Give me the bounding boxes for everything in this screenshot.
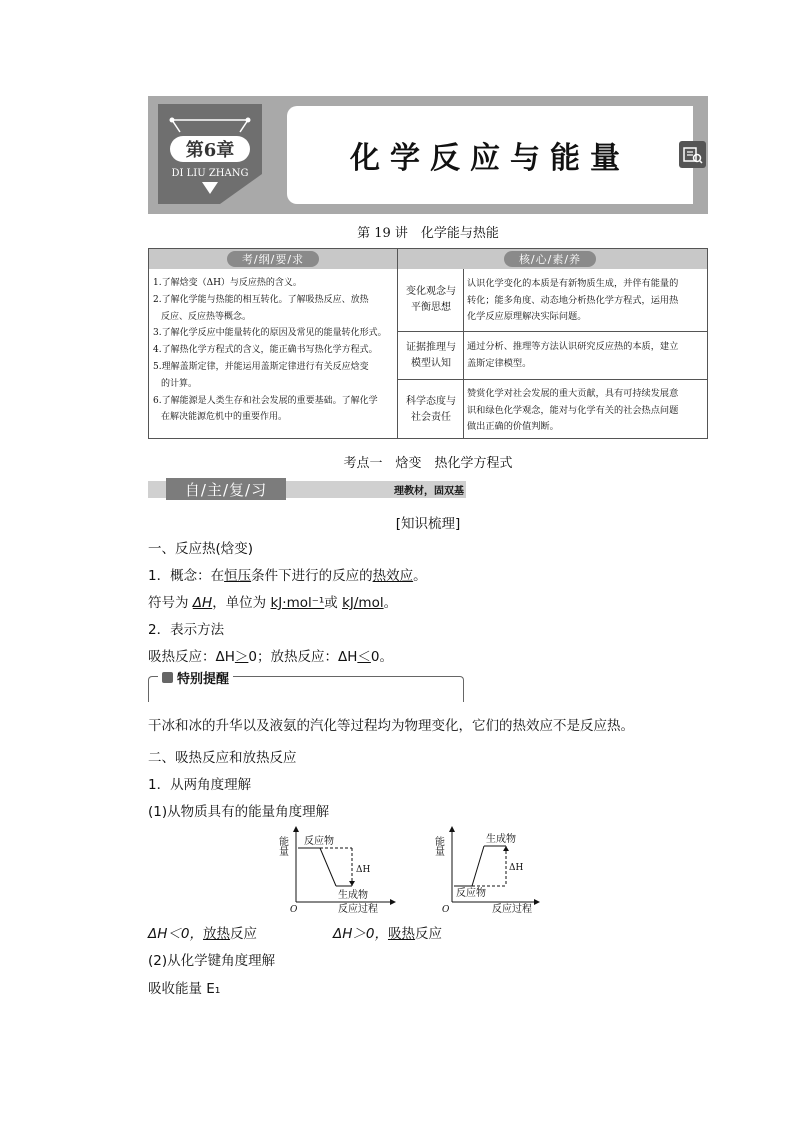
description-line: 通过分析、推理等方法认识研究反应热的本质，建立	[467, 341, 679, 352]
description-line: 盖斯定律模型。	[467, 357, 532, 369]
section-1-heading: 一、反应热(焓变)	[148, 541, 254, 557]
description-line: 化学反应原理解决实际问题。	[467, 311, 587, 322]
literacy-description	[467, 339, 705, 372]
concept-line: 1．概念：在恒压条件下进行的反应的热效应。	[148, 568, 427, 584]
category-line: 科学态度与	[406, 396, 456, 407]
list-item: 4.了解热化学方程式的含义，能正确书写热化学方程式。	[153, 345, 378, 356]
origin-label: O	[290, 905, 298, 915]
literacy-description	[467, 276, 705, 326]
literacy-category	[399, 394, 463, 426]
literacy-category	[399, 284, 463, 316]
badge-main-text: 第6章	[185, 140, 235, 161]
y-axis-label: 能量	[276, 836, 288, 856]
endothermic-diagram	[432, 824, 542, 916]
book-search-icon	[679, 141, 706, 168]
tip-title: 特别提醒	[177, 672, 230, 687]
symbol-line: 符号为 ΔH，单位为 kJ·mol⁻¹或 kJ/mol。	[148, 595, 398, 611]
description-line: 做出正确的价值判断。	[467, 421, 559, 432]
row-divider-1	[397, 331, 707, 332]
delta-label: ΔH	[356, 865, 371, 875]
list-item: 3.了解化学反应中能量转化的原因及常见的能量转化形式。	[153, 328, 387, 339]
angle-1-heading: (1)从物质具有的能量角度理解	[148, 804, 330, 820]
row-divider-2	[397, 379, 707, 380]
description-line: 赞赏化学对社会发展的重大贡献，具有可持续发展意	[467, 388, 679, 399]
product-label: 生成物	[486, 834, 516, 845]
reactant-label: 反应物	[304, 836, 334, 847]
divider-main	[397, 249, 398, 438]
list-item: 反应、反应热等概念。	[161, 311, 252, 322]
list-item: 5.理解盖斯定律，并能运用盖斯定律进行有关反应焓变	[153, 361, 369, 372]
description-line: 认识化学变化的本质是有新物质生成，并伴有能量的	[467, 278, 679, 289]
lecture-title: 第 19 讲 化学能与热能	[357, 226, 499, 241]
list-item: 的计算。	[161, 378, 198, 389]
method-heading: 2．表示方法	[148, 622, 225, 638]
y-axis-label: 能量	[432, 836, 444, 856]
tip-label	[158, 668, 233, 687]
self-review-label: 自/主/复/习	[166, 478, 286, 500]
reactant-label: 反应物	[456, 888, 486, 899]
list-item: 在解决能源危机中的重要作用。	[161, 412, 288, 423]
kaodian-title: 考点一 焓变 热化学方程式	[343, 456, 513, 471]
angle-2-heading: (2)从化学键角度理解	[148, 953, 276, 969]
exothermic-diagram	[276, 824, 400, 916]
description-line: 转化；能多角度、动态地分析热化学方程式，运用热	[467, 294, 679, 306]
angles-heading: 1．从两角度理解	[148, 777, 252, 793]
category-line: 模型认知	[411, 358, 451, 369]
section-2-heading: 二、吸热反应和放热反应	[148, 750, 297, 766]
self-review-tagline: 理教材，固双基	[394, 486, 464, 497]
left-header: 考/纲/要/求	[227, 251, 319, 267]
signs-line: 吸热反应：ΔH＞0；放热反应：ΔH＜0。	[148, 649, 393, 665]
category-line: 证据推理与	[406, 342, 456, 353]
literacy-description	[467, 386, 705, 436]
x-axis-label: 反应过程	[338, 904, 378, 915]
delta-label: ΔH	[509, 863, 524, 873]
knowledge-heading: [知识梳理]	[395, 516, 461, 532]
list-item: 2.了解化学能与热能的相互转化。了解吸热反应、放热	[153, 294, 369, 305]
tip-icon	[162, 672, 173, 683]
right-header: 核/心/素/养	[504, 251, 596, 267]
origin-label: O	[442, 905, 450, 915]
list-item: 6.了解能源是人类生存和社会发展的重要基础。了解化学	[153, 395, 378, 406]
endothermic-caption: ΔH＞0，吸热反应	[333, 926, 442, 942]
description-line: 识和绿色化学观念，能对与化学有关的社会热点问题	[467, 404, 679, 416]
badge-sub-text: DI LIU ZHANG	[171, 168, 249, 179]
requirements-list	[153, 275, 393, 426]
requirement-table	[148, 248, 708, 439]
category-line: 变化观念与	[406, 286, 456, 297]
x-axis-label: 反应过程	[492, 904, 532, 915]
divider-category	[463, 269, 464, 438]
category-line: 平衡思想	[411, 302, 451, 313]
tip-text: 干冰和冰的升华以及液氨的汽化等过程均为物理变化，它们的热效应不是反应热。	[148, 718, 634, 734]
literacy-category	[399, 340, 463, 372]
absorb-energy-line: 吸收能量 E₁	[148, 981, 221, 997]
list-item: 1.了解焓变（ΔH）与反应热的含义。	[153, 278, 302, 288]
exothermic-caption: ΔH＜0，放热反应	[148, 926, 257, 942]
category-line: 社会责任	[411, 412, 451, 423]
product-label: 生成物	[338, 890, 368, 901]
chapter-title: 化学反应与能量	[350, 141, 630, 176]
chapter-badge	[158, 104, 262, 204]
